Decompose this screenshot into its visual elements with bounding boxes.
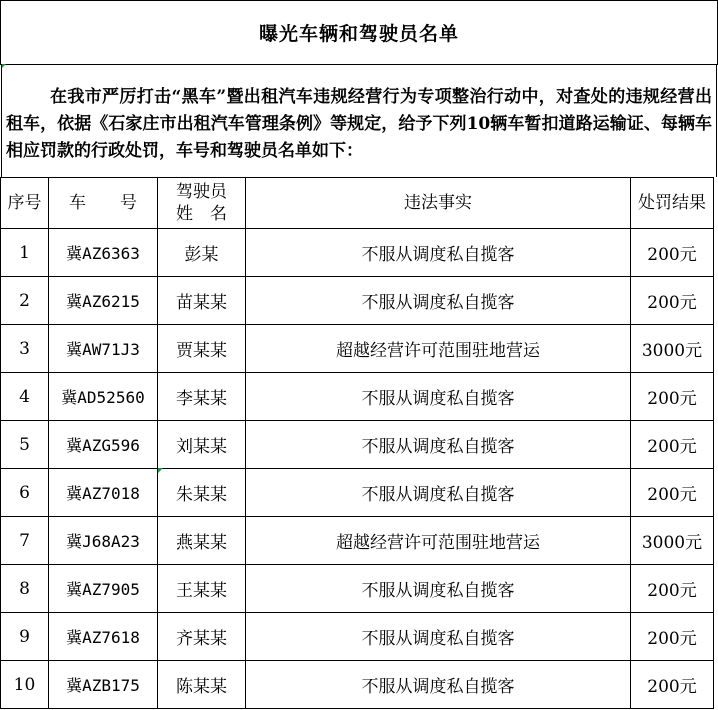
cell-driver[interactable]: 朱某某 [158,469,246,517]
cell-violation[interactable]: 不服从调度私自揽客 [246,373,631,421]
cell-plate[interactable]: 冀AD52560 [49,373,158,421]
cell-violation[interactable]: 不服从调度私自揽客 [246,469,631,517]
cell-plate[interactable]: 冀J68A23 [49,517,158,565]
header-driver-line1: 驾驶员 [176,182,227,202]
cell-penalty[interactable]: 200元 [631,469,714,517]
cell-plate[interactable]: 冀AW71J3 [49,325,158,373]
cell-violation[interactable]: 不服从调度私自揽客 [246,421,631,469]
cell-plate[interactable]: 冀AZ6215 [49,277,158,325]
table-row [1,421,714,469]
cell-violation[interactable]: 不服从调度私自揽客 [246,277,631,325]
cell-seq[interactable]: 5 [1,421,49,469]
header-penalty[interactable]: 处罚结果 [631,178,714,229]
table-row [1,565,714,613]
cell-plate[interactable]: 冀AZ6363 [49,229,158,277]
cell-seq[interactable]: 6 [1,469,49,517]
cell-penalty[interactable]: 200元 [631,613,714,661]
cell-penalty[interactable]: 200元 [631,661,714,709]
cell-penalty[interactable]: 200元 [631,421,714,469]
cell-driver[interactable]: 王某某 [158,565,246,613]
header-violation[interactable]: 违法事实 [246,178,631,229]
cell-penalty[interactable]: 200元 [631,277,714,325]
cell-plate[interactable]: 冀AZ7905 [49,565,158,613]
cell-driver[interactable]: 李某某 [158,373,246,421]
cell-seq[interactable]: 4 [1,373,49,421]
cell-plate[interactable]: 冀AZB175 [49,661,158,709]
table-row [1,373,714,421]
cell-penalty[interactable]: 3000元 [631,517,714,565]
cell-seq[interactable]: 9 [1,613,49,661]
header-driver[interactable] [158,178,246,229]
cell-violation[interactable]: 不服从调度私自揽客 [246,229,631,277]
cell-violation[interactable]: 不服从调度私自揽客 [246,661,631,709]
cell-violation[interactable]: 超越经营许可范围驻地营运 [246,325,631,373]
cell-plate[interactable]: 冀AZ7618 [49,613,158,661]
sheet-title[interactable]: 曝光车辆和驾驶员名单 [0,0,718,65]
table-row [1,661,714,709]
cell-driver[interactable]: 刘某某 [158,421,246,469]
cell-penalty[interactable]: 200元 [631,229,714,277]
header-plate[interactable]: 车 号 [49,178,158,229]
cell-driver[interactable]: 彭某 [158,229,246,277]
cell-driver[interactable]: 贾某某 [158,325,246,373]
cell-plate[interactable]: 冀AZG596 [49,421,158,469]
cell-driver[interactable]: 陈某某 [158,661,246,709]
cell-seq[interactable]: 1 [1,229,49,277]
table-row [1,229,714,277]
cell-comment-marker [158,468,163,473]
cell-penalty[interactable]: 200元 [631,373,714,421]
table-row [1,277,714,325]
cell-penalty[interactable]: 3000元 [631,325,714,373]
cell-plate[interactable]: 冀AZ7018 [49,469,158,517]
cell-driver[interactable]: 燕某某 [158,517,246,565]
cell-violation[interactable]: 不服从调度私自揽客 [246,565,631,613]
table-row [1,517,714,565]
cell-seq[interactable]: 7 [1,517,49,565]
cell-driver[interactable]: 齐某某 [158,613,246,661]
header-driver-line2: 姓 名 [176,204,227,224]
table-row [1,613,714,661]
cell-driver[interactable]: 苗某某 [158,277,246,325]
cell-seq[interactable]: 8 [1,565,49,613]
cell-violation[interactable]: 不服从调度私自揽客 [246,613,631,661]
cell-violation[interactable]: 超越经营许可范围驻地营运 [246,517,631,565]
cell-seq[interactable]: 2 [1,277,49,325]
cell-seq[interactable]: 3 [1,325,49,373]
intro-paragraph[interactable]: 在我市严厉打击“黑车”暨出租汽车违规经营行为专项整治行动中，对查处的违规经营出租车，依据《石家庄市出租汽车管理条例》等规定，给予下列10辆车暂扣道路运输证、每辆车相应罚款的行政处罚，车号和驾驶员名单如下： [1,64,717,177]
table-row [1,469,714,517]
table-row [1,325,714,373]
header-seq[interactable]: 序号 [1,178,49,229]
cell-seq[interactable]: 10 [1,661,49,709]
cell-penalty[interactable]: 200元 [631,565,714,613]
penalty-table [0,177,714,709]
header-row [1,178,714,229]
